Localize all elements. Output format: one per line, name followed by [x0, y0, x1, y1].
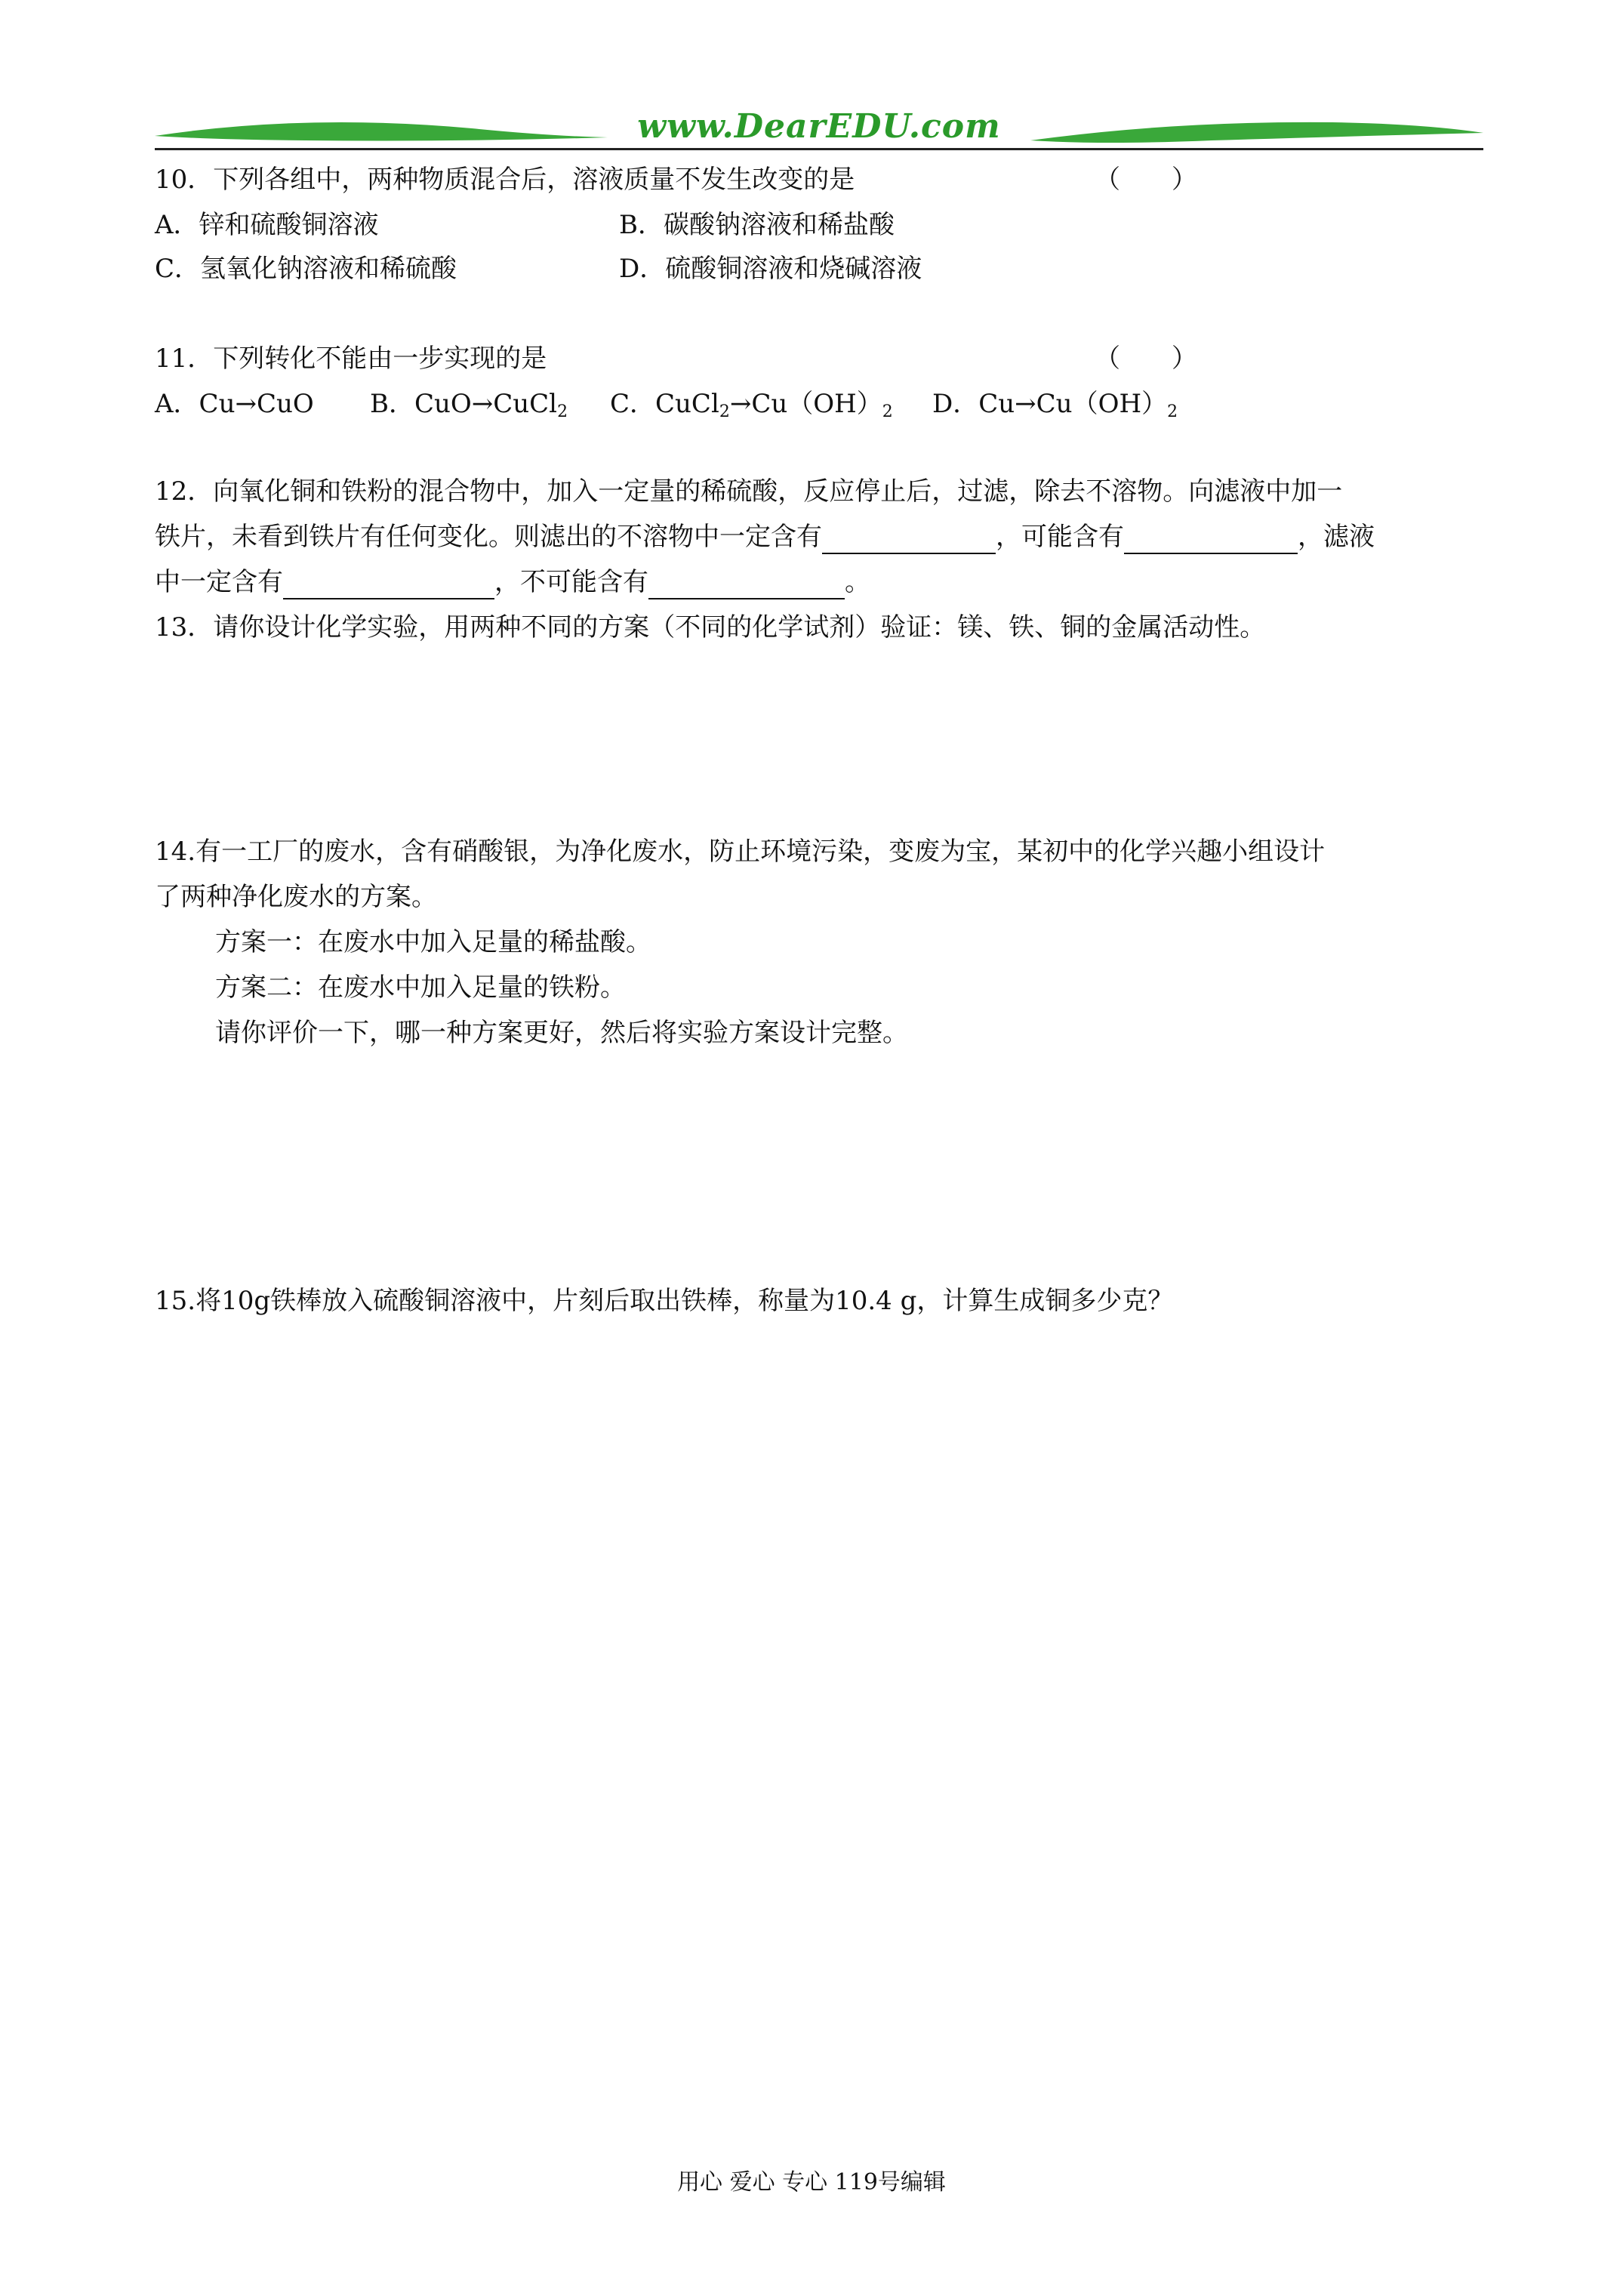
q14-plan2: 方案二：在废水中加入足量的铁粉。: [215, 972, 626, 1003]
q11-c-sub1: 2: [719, 402, 730, 421]
q15-text: 15.将10g铁棒放入硫酸铜溶液中，片刻后取出铁棒，称量为10.4 g，计算生成铜多少克？: [155, 1286, 1174, 1316]
q11-d-sub: 2: [1167, 402, 1178, 421]
q11-option-b: [370, 387, 568, 421]
q12-line2-c: ，滤液: [1298, 522, 1375, 552]
q14-ask: 请你评价一下，哪一种方案更好，然后将实验方案设计完整。: [215, 1018, 908, 1048]
q14-plan1: 方案一：在废水中加入足量的稀盐酸。: [215, 927, 651, 957]
header-divider: [155, 148, 1483, 150]
q13-text: 13．请你设计化学实验，用两种不同的方案（不同的化学试剂）验证：镁、铁、铜的金属活动性。: [155, 612, 1266, 643]
q10-option-d: D．硫酸铜溶液和烧碱溶液: [619, 254, 922, 284]
q11-c-mid: →Cu（OH）: [729, 389, 882, 419]
q12-line3: [155, 565, 870, 599]
q12-blank-filtrate-contains[interactable]: [283, 571, 494, 599]
q11-b-sub: 2: [557, 402, 568, 421]
q12-line3-c: 。: [845, 567, 870, 597]
q12-blank-may-contain[interactable]: [1124, 525, 1298, 554]
q12-line2-b: ，可能含有: [996, 522, 1124, 552]
q11-answer-paren: （ ）: [1095, 344, 1197, 374]
q10-answer-paren: （ ）: [1095, 165, 1197, 195]
q11-b-text: B．CuO→CuCl: [370, 389, 558, 419]
q14-line2: 了两种净化废水的方案。: [155, 882, 437, 912]
site-logo: www.DearEDU.com: [637, 107, 1001, 146]
q11-stem: 11．下列转化不能由一步实现的是: [155, 344, 547, 374]
q11-option-a: A．Cu→CuO: [155, 389, 314, 419]
q12-line3-a: 中一定含有: [155, 567, 283, 597]
q11-option-c: [610, 387, 893, 421]
q10-option-a: A．锌和硫酸铜溶液: [155, 210, 379, 240]
q11-c-sub2: 2: [882, 402, 893, 421]
q12-line2: [155, 519, 1375, 554]
q14-line1: 14.有一工厂的废水，含有硝酸银，为净化废水，防止环境污染，变废为宝，某初中的化学兴趣小组设计: [155, 837, 1326, 867]
page-footer: 用心 爱心 专心 119号编辑: [677, 2169, 946, 2196]
q10-option-b: B．碳酸钠溶液和稀盐酸: [619, 210, 895, 240]
q11-option-d: [932, 387, 1178, 421]
q12-blank-cannot-contain[interactable]: [648, 571, 845, 599]
q12-blank-must-contain[interactable]: [822, 525, 996, 554]
q11-d-text: D．Cu→Cu（OH）: [932, 389, 1168, 419]
q12-line1: 12．向氧化铜和铁粉的混合物中，加入一定量的稀硫酸，反应停止后，过滤，除去不溶物。向滤液中加一: [155, 476, 1343, 507]
q10-option-c: C．氢氧化钠溶液和稀硫酸: [155, 254, 457, 284]
q11-c-text: C．CuCl: [610, 389, 719, 419]
q10-stem: 10．下列各组中，两种物质混合后，溶液质量不发生改变的是: [155, 165, 855, 195]
q12-line2-a: 铁片，未看到铁片有任何变化。则滤出的不溶物中一定含有: [155, 522, 822, 552]
q12-line3-b: ，不可能含有: [494, 567, 648, 597]
